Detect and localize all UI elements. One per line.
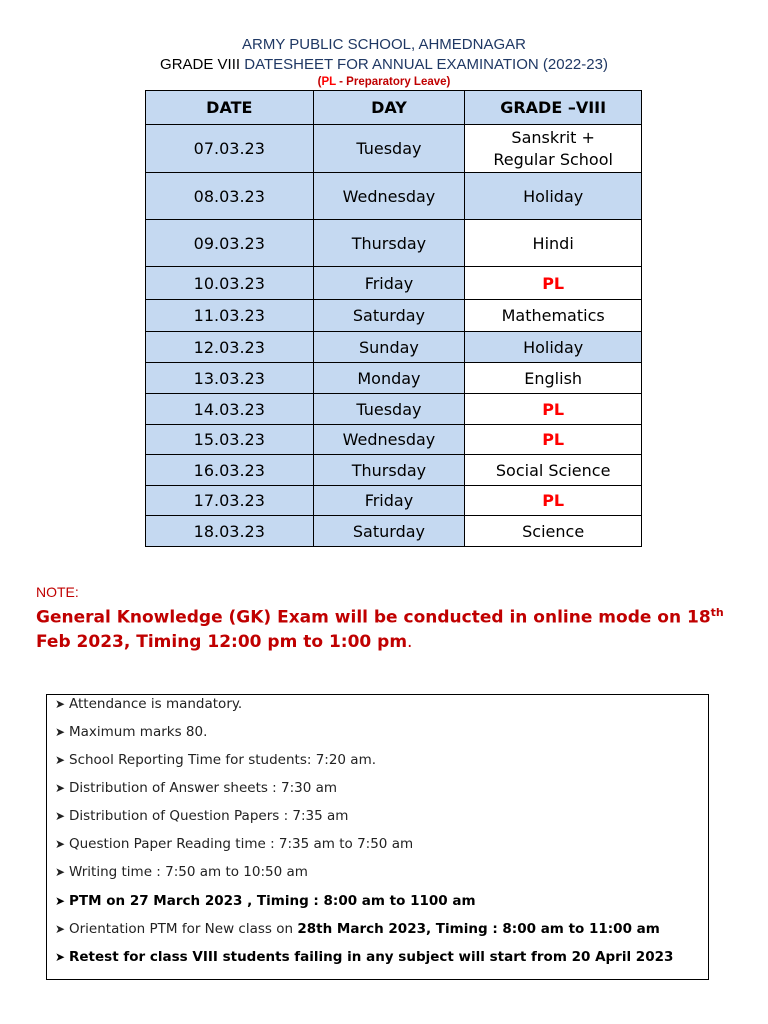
day-cell: Saturday [313,516,465,547]
table-row [146,394,642,425]
date-cell: 14.03.23 [146,394,314,425]
pl-abbr: PL [321,76,336,88]
date-cell: 12.03.23 [146,332,314,363]
subject-cell: Social Science [465,455,642,486]
subject-cell: PL [465,394,642,425]
item-text: Distribution of Question Papers : 7:35 am [69,808,349,824]
subject-cell: Hindi [465,220,642,267]
table-row [146,173,642,220]
note-sup: th [710,606,724,619]
list-item [55,921,660,937]
school-name: ARMY PUBLIC SCHOOL, AHMEDNAGAR [242,36,526,53]
col-header-grade: GRADE –VIII [465,91,642,125]
day-cell: Sunday [313,332,465,363]
date-cell: 09.03.23 [146,220,314,267]
list-item [55,893,476,909]
col-header-date: DATE [146,91,314,125]
date-cell: 07.03.23 [146,125,314,173]
subject-cell: Holiday [465,332,642,363]
item-text-bold: 28th March 2023, Timing : 8:00 am to 11:00 am [297,921,660,937]
date-cell: 17.03.23 [146,486,314,516]
subject-line-2: Regular School [493,149,613,169]
list-item [55,808,348,824]
table-row [146,363,642,394]
arrow-bullet-icon: ➤ [55,725,66,739]
arrow-bullet-icon: ➤ [55,922,66,936]
item-text: Writing time : 7:50 am to 10:50 am [69,864,308,880]
arrow-bullet-icon: ➤ [55,753,66,767]
col-header-day: DAY [313,91,465,125]
list-item [55,696,242,712]
subject-line-1: Sanskrit + [511,127,595,147]
arrow-bullet-icon: ➤ [55,950,66,964]
subject-cell: PL [465,425,642,455]
date-cell: 11.03.23 [146,300,314,332]
day-cell: Friday [313,267,465,300]
subject-cell: PL [465,267,642,300]
list-item [55,949,673,965]
grade-label: GRADE VIII [160,56,245,73]
day-cell: Tuesday [313,125,465,173]
day-cell: Thursday [313,220,465,267]
date-cell: 15.03.23 [146,425,314,455]
arrow-bullet-icon: ➤ [55,865,66,879]
date-cell: 16.03.23 [146,455,314,486]
note-text-1: General Knowledge (GK) Exam will be conducted in online mode on 18 [36,607,711,628]
datesheet-title: DATESHEET FOR ANNUAL EXAMINATION (2022-23) [244,56,608,73]
list-item [55,780,337,796]
subject-cell: English [465,363,642,394]
subject-cell: Science [465,516,642,547]
date-cell: 10.03.23 [146,267,314,300]
day-cell: Monday [313,363,465,394]
day-cell: Wednesday [313,173,465,220]
table-header-row [146,91,642,125]
date-cell: 08.03.23 [146,173,314,220]
gk-exam-note [36,601,736,654]
table-row [146,516,642,547]
subject-cell [465,125,642,173]
exam-title [0,56,768,73]
date-cell: 18.03.23 [146,516,314,547]
date-cell: 13.03.23 [146,363,314,394]
arrow-bullet-icon: ➤ [55,697,66,711]
table-row [146,486,642,516]
note-end: . [407,631,413,652]
subject-cell: Mathematics [465,300,642,332]
item-text: Maximum marks 80. [69,724,208,740]
item-text: PTM on 27 March 2023 , Timing : 8:00 am to 1100 am [69,893,476,909]
table-row [146,425,642,455]
item-text: Orientation PTM for New class on [69,921,298,937]
day-cell: Tuesday [313,394,465,425]
day-cell: Wednesday [313,425,465,455]
item-text: Question Paper Reading time : 7:35 am to 7:50 am [69,836,414,852]
arrow-bullet-icon: ➤ [55,894,66,908]
list-item [55,724,207,740]
item-text: Attendance is mandatory. [69,696,243,712]
subject-cell: Holiday [465,173,642,220]
pl-legend [0,76,768,88]
list-item [55,836,413,852]
arrow-bullet-icon: ➤ [55,809,66,823]
open-paren: ( [317,76,322,88]
item-text: Retest for class VIII students failing in any subject will start from 20 April 2023 [69,949,674,965]
day-cell: Saturday [313,300,465,332]
arrow-bullet-icon: ➤ [55,837,66,851]
item-text: Distribution of Answer sheets : 7:30 am [69,780,338,796]
table-row [146,220,642,267]
table-row [146,455,642,486]
table-row [146,332,642,363]
pl-description: - Preparatory Leave) [335,76,451,88]
datesheet-table [145,90,642,547]
arrow-bullet-icon: ➤ [55,781,66,795]
subject-cell: PL [465,486,642,516]
day-cell: Thursday [313,455,465,486]
note-text-2: Feb 2023, Timing 12:00 pm to 1:00 pm [36,631,408,652]
day-cell: Friday [313,486,465,516]
note-label: NOTE: [36,584,79,600]
table-row [146,300,642,332]
instructions-box [46,694,709,980]
list-item [55,864,308,880]
list-item [55,752,376,768]
item-text: School Reporting Time for students: 7:20 am. [69,752,377,768]
table-row [146,125,642,173]
table-row [146,267,642,300]
